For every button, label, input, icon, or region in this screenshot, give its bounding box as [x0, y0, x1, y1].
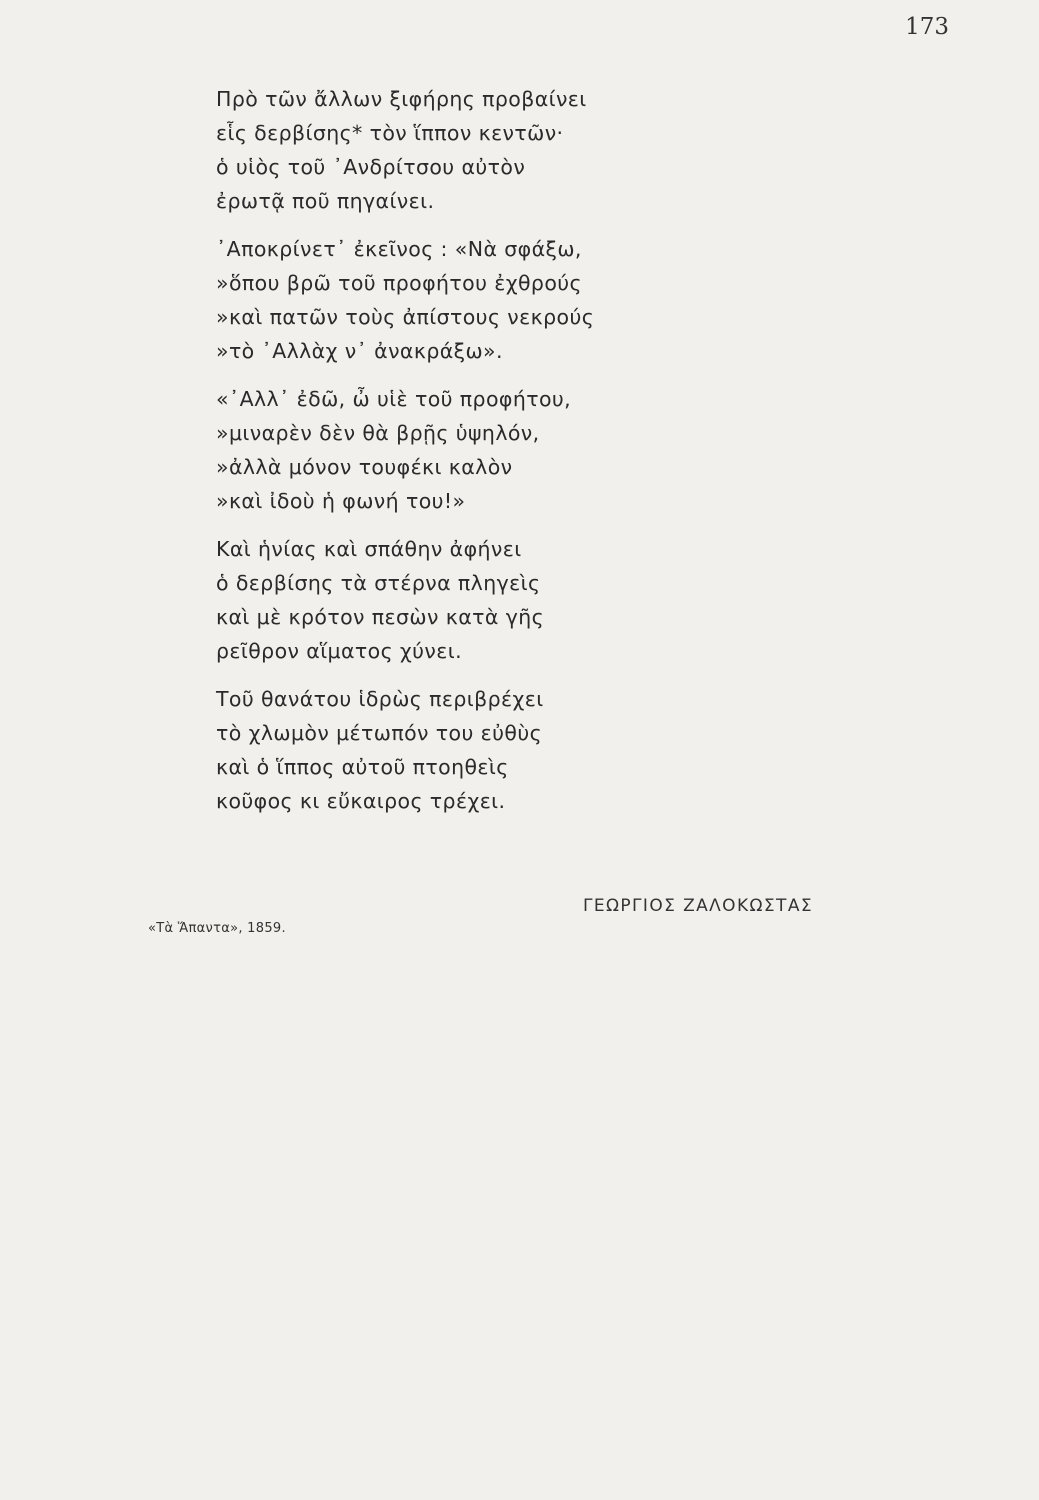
poem-line: »μιναρὲν δὲν θὰ βρῇς ὑψηλόν, [216, 421, 540, 445]
poem-line: ἐρωτᾷ ποῦ πηγαίνει. [216, 189, 435, 213]
poem [216, 82, 776, 832]
poem-line: Τοῦ θανάτου ἱδρὼς περιβρέχει [216, 687, 544, 711]
stanza-5 [216, 682, 776, 818]
stanza-1 [216, 82, 776, 218]
poem-line: εἷς δερβίσης* τὸν ἵππον κεντῶν· [216, 121, 564, 145]
poem-line: καὶ μὲ κρότον πεσὼν κατὰ γῆς [216, 605, 545, 629]
poem-line: ρεῖθρον αἵματος χύνει. [216, 639, 463, 663]
poem-line: τὸ χλωμὸν μέτωπόν του εὐθὺς [216, 721, 543, 745]
poem-line: »καὶ πατῶν τοὺς ἀπίστους νεκρούς [216, 305, 595, 329]
poem-line: »ὅπου βρῶ τοῦ προφήτου ἐχθρούς [216, 271, 582, 295]
stanza-2 [216, 232, 776, 368]
source-citation: «Τὰ Ἅπαντα», 1859. [148, 921, 286, 936]
poem-line: «᾿Αλλ᾿ ἐδῶ, ὦ υἱὲ τοῦ προφήτου, [216, 387, 572, 411]
poem-line: »τὸ ᾿Αλλὰχ ν᾿ ἀνακράξω». [216, 339, 503, 363]
stanza-3 [216, 382, 776, 518]
page-number: 173 [905, 14, 949, 40]
poem-line: Καὶ ἡνίας καὶ σπάθην ἀφήνει [216, 537, 522, 561]
poem-line: ὁ δερβίσης τὰ στέρνα πληγεὶς [216, 571, 541, 595]
poem-line: καὶ ὁ ἵππος αὐτοῦ πτοηθεὶς [216, 755, 509, 779]
poem-line: ᾿Αποκρίνετ᾿ ἐκεῖνος : «Νὰ σφάξω, [216, 237, 582, 261]
poem-line: Πρὸ τῶν ἄλλων ξιφήρης προβαίνει [216, 87, 587, 111]
poem-line: »καὶ ἰδοὺ ἡ φωνή του!» [216, 489, 466, 513]
poem-line: »ἀλλὰ μόνον τουφέκι καλὸν [216, 455, 513, 479]
author-name: ΓΕΩΡΓΙΟΣ ΖΑΛΟΚΩΣΤΑΣ [583, 896, 813, 916]
stanza-4 [216, 532, 776, 668]
poem-line: ὁ υἱὸς τοῦ ᾿Ανδρίτσου αὐτὸν [216, 155, 526, 179]
poem-line: κοῦφος κι εὔκαιρος τρέχει. [216, 789, 506, 813]
